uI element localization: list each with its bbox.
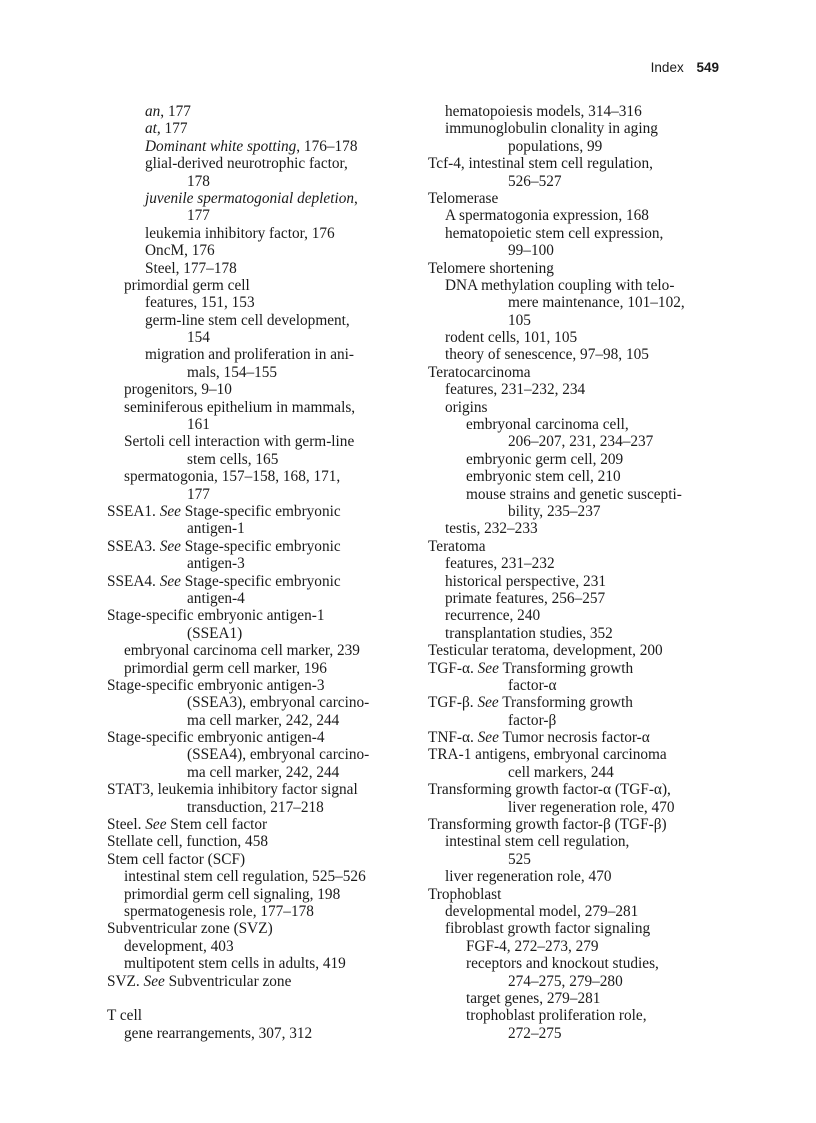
index-entry-suffix: Stage-specific embryonic bbox=[180, 537, 341, 555]
index-entry bbox=[107, 260, 407, 277]
index-entry bbox=[107, 399, 407, 416]
index-entry bbox=[107, 538, 407, 555]
index-entry-text: mals, 154–155 bbox=[187, 363, 278, 381]
index-entry-text: A spermatogonia expression, 168 bbox=[445, 207, 649, 225]
index-continuation-line bbox=[107, 416, 407, 433]
index-entry-text: Sertoli cell interaction with germ-line bbox=[124, 433, 355, 451]
index-continuation-line bbox=[428, 173, 728, 190]
index-entry-text: development, 403 bbox=[124, 937, 234, 955]
index-entry-text: theory of senescence, 97–98, 105 bbox=[445, 346, 649, 364]
index-entry-text: antigen-3 bbox=[187, 555, 245, 573]
index-continuation-line bbox=[107, 207, 407, 224]
index-entry-text: SSEA4. bbox=[107, 572, 160, 590]
index-entry-text: 105 bbox=[508, 311, 531, 329]
index-entry-text: bility, 235–237 bbox=[508, 502, 601, 520]
index-entry-text: migration and proliferation in ani- bbox=[145, 346, 354, 364]
index-entry-text: 99–100 bbox=[508, 242, 554, 260]
index-entry bbox=[428, 207, 728, 224]
index-entry bbox=[428, 1007, 728, 1024]
index-entry bbox=[107, 886, 407, 903]
index-entry-text: historical perspective, 231 bbox=[445, 572, 606, 590]
index-entry bbox=[107, 833, 407, 850]
index-entry-text: ma cell marker, 242, 244 bbox=[187, 711, 340, 729]
index-continuation-line bbox=[107, 520, 407, 537]
see-reference: See bbox=[477, 729, 499, 747]
index-entry bbox=[107, 851, 407, 868]
index-entry-text: SVZ. bbox=[107, 972, 144, 990]
index-entry-text: receptors and knockout studies, bbox=[466, 955, 659, 973]
index-entry-text: germ-line stem cell development, bbox=[145, 311, 350, 329]
section-name: Index bbox=[650, 60, 684, 75]
index-entry bbox=[107, 433, 407, 450]
index-entry-text: (SSEA4), embryonal carcino- bbox=[187, 746, 370, 764]
index-entry-text: progenitors, 9–10 bbox=[124, 381, 232, 399]
index-entry bbox=[107, 573, 407, 590]
index-entry bbox=[107, 277, 407, 294]
index-entry bbox=[428, 886, 728, 903]
index-entry bbox=[428, 260, 728, 277]
index-entry bbox=[107, 190, 407, 207]
index-entry-text: 177 bbox=[187, 207, 210, 225]
index-continuation-line bbox=[428, 242, 728, 259]
index-continuation-line bbox=[428, 973, 728, 990]
index-entry-suffix: , bbox=[354, 189, 358, 207]
index-entry bbox=[107, 1007, 407, 1024]
index-entry-text: Teratoma bbox=[428, 537, 486, 555]
index-entry-text: SSEA3. bbox=[107, 537, 160, 555]
index-entry-text: Testicular teratoma, development, 200 bbox=[428, 642, 663, 660]
index-entry-text: embryonic stem cell, 210 bbox=[466, 468, 621, 486]
index-entry-text: Stem cell factor (SCF) bbox=[107, 850, 246, 868]
index-entry-suffix: Stage-specific embryonic bbox=[180, 572, 341, 590]
index-entry bbox=[428, 920, 728, 937]
index-entry-text: Tcf-4, intestinal stem cell regulation, bbox=[428, 155, 653, 173]
index-continuation-line bbox=[428, 294, 728, 311]
index-entry bbox=[428, 607, 728, 624]
index-entry bbox=[428, 833, 728, 850]
index-entry-text: OncM, 176 bbox=[145, 242, 215, 260]
index-entry-text: features, 151, 153 bbox=[145, 294, 255, 312]
index-entry bbox=[107, 816, 407, 833]
index-entry-text: leukemia inhibitory factor, 176 bbox=[145, 224, 335, 242]
index-entry bbox=[107, 660, 407, 677]
index-entry bbox=[107, 294, 407, 311]
index-entry bbox=[428, 155, 728, 172]
index-continuation-line bbox=[428, 799, 728, 816]
index-entry bbox=[428, 103, 728, 120]
index-entry-suffix: , 177 bbox=[160, 103, 191, 120]
index-spacer bbox=[107, 990, 407, 1007]
index-continuation-line bbox=[107, 329, 407, 346]
index-entry-text: fibroblast growth factor signaling bbox=[445, 920, 651, 938]
index-entry-text: TGF-β. bbox=[428, 694, 478, 712]
index-entry-text: features, 231–232, 234 bbox=[445, 381, 586, 399]
index-entry-text: factor-α bbox=[508, 676, 557, 694]
index-entry-text: target genes, 279–281 bbox=[466, 989, 601, 1007]
index-entry-text: immunoglobulin clonality in aging bbox=[445, 120, 658, 138]
index-entry-text: T cell bbox=[107, 1007, 142, 1025]
index-continuation-line bbox=[428, 433, 728, 450]
index-entry-suffix: Subventricular zone bbox=[164, 972, 292, 990]
index-entry-text: 272–275 bbox=[508, 1024, 562, 1042]
index-entry bbox=[107, 642, 407, 659]
index-entry bbox=[428, 381, 728, 398]
index-entry-text: ma cell marker, 242, 244 bbox=[187, 763, 340, 781]
index-entry-text: features, 231–232 bbox=[445, 555, 555, 573]
index-entry bbox=[107, 729, 407, 746]
index-entry-text: Telomere shortening bbox=[428, 259, 554, 277]
index-entry-text: gene rearrangements, 307, 312 bbox=[124, 1024, 313, 1042]
index-entry-text: spermatogenesis role, 177–178 bbox=[124, 902, 314, 920]
index-entry-text: glial-derived neurotrophic factor, bbox=[145, 155, 348, 173]
index-entry bbox=[428, 555, 728, 572]
index-entry bbox=[428, 486, 728, 503]
index-entry bbox=[428, 520, 728, 537]
index-entry-text: testis, 232–233 bbox=[445, 520, 538, 538]
index-entry-text: primordial germ cell signaling, 198 bbox=[124, 885, 341, 903]
see-reference: See bbox=[143, 972, 165, 990]
index-entry-text: Steel. bbox=[107, 816, 146, 834]
index-continuation-line bbox=[107, 486, 407, 503]
index-entry-text: Transforming growth factor-β (TGF-β) bbox=[428, 816, 667, 834]
index-entry bbox=[428, 729, 728, 746]
index-entry bbox=[428, 660, 728, 677]
index-continuation-line bbox=[107, 694, 407, 711]
page-number: 549 bbox=[696, 60, 719, 75]
index-entry-text: 206–207, 231, 234–237 bbox=[508, 433, 654, 451]
index-column-right bbox=[428, 103, 728, 1042]
index-entry bbox=[107, 312, 407, 329]
see-reference: See bbox=[477, 659, 499, 677]
index-entry-text: Dominant white spotting bbox=[145, 137, 297, 155]
index-entry bbox=[107, 381, 407, 398]
index-entry bbox=[107, 138, 407, 155]
index-entry bbox=[107, 346, 407, 363]
index-entry bbox=[107, 468, 407, 485]
see-reference: See bbox=[159, 572, 181, 590]
index-continuation-line bbox=[107, 764, 407, 781]
index-continuation-line bbox=[107, 173, 407, 190]
index-column-left bbox=[107, 103, 407, 1042]
index-entry bbox=[428, 416, 728, 433]
index-entry bbox=[107, 242, 407, 259]
index-entry-text: origins bbox=[445, 398, 488, 416]
index-entry-text: Stage-specific embryonic antigen-3 bbox=[107, 676, 325, 694]
index-entry bbox=[107, 903, 407, 920]
index-entry bbox=[107, 938, 407, 955]
index-entry bbox=[428, 573, 728, 590]
index-entry-text: Transforming growth factor-α (TGF-α), bbox=[428, 781, 671, 799]
index-entry bbox=[107, 973, 407, 990]
index-entry-text: antigen-4 bbox=[187, 589, 245, 607]
index-entry bbox=[428, 955, 728, 972]
index-entry-text: TGF-α. bbox=[428, 659, 478, 677]
index-entry-text: juvenile spermatogonial depletion bbox=[145, 189, 355, 207]
index-entry bbox=[428, 277, 728, 294]
index-entry-text: populations, 99 bbox=[508, 137, 603, 155]
index-entry-text: spermatogonia, 157–158, 168, 171, bbox=[124, 468, 341, 486]
index-entry bbox=[428, 451, 728, 468]
index-entry-text: cell markers, 244 bbox=[508, 763, 614, 781]
index-entry-text: 525 bbox=[508, 850, 531, 868]
index-continuation-line bbox=[428, 712, 728, 729]
index-entry-text: factor-β bbox=[508, 711, 557, 729]
index-continuation-line bbox=[107, 746, 407, 763]
index-entry bbox=[107, 155, 407, 172]
index-entry-text: Teratocarcinoma bbox=[428, 363, 531, 381]
index-entry-text: (SSEA3), embryonal carcino- bbox=[187, 694, 370, 712]
index-entry-text: 154 bbox=[187, 329, 210, 347]
index-entry-text: (SSEA1) bbox=[187, 624, 243, 642]
index-entry-text: rodent cells, 101, 105 bbox=[445, 329, 578, 347]
index-entry-text: Stage-specific embryonic antigen-1 bbox=[107, 607, 325, 625]
index-entry-text: developmental model, 279–281 bbox=[445, 902, 639, 920]
index-entry bbox=[428, 903, 728, 920]
index-entry-suffix: Transforming growth bbox=[498, 694, 633, 712]
index-entry-suffix: , 177 bbox=[156, 120, 188, 138]
index-entry-text: primordial germ cell bbox=[124, 276, 250, 294]
index-entry bbox=[107, 607, 407, 624]
index-entry-text: Steel, 177–178 bbox=[145, 259, 237, 277]
index-entry-text: 178 bbox=[187, 172, 210, 190]
index-continuation-line bbox=[428, 312, 728, 329]
index-continuation-line bbox=[428, 677, 728, 694]
index-entry bbox=[428, 990, 728, 1007]
index-entry bbox=[107, 120, 407, 137]
index-entry-text: hematopoiesis models, 314–316 bbox=[445, 103, 642, 120]
index-continuation-line bbox=[428, 764, 728, 781]
index-entry-text: DNA methylation coupling with telo- bbox=[445, 276, 675, 294]
index-entry-text: transduction, 217–218 bbox=[187, 798, 324, 816]
index-entry bbox=[428, 781, 728, 798]
index-entry-text: STAT3, leukemia inhibitory factor signal bbox=[107, 781, 358, 799]
index-continuation-line bbox=[428, 1025, 728, 1042]
index-entry bbox=[107, 103, 407, 120]
index-entry-text: Stellate cell, function, 458 bbox=[107, 833, 268, 851]
index-entry bbox=[107, 1025, 407, 1042]
index-entry-text: 161 bbox=[187, 416, 210, 434]
index-entry bbox=[428, 120, 728, 137]
index-entry-text: antigen-1 bbox=[187, 520, 245, 538]
index-entry-suffix: , 176–178 bbox=[296, 137, 358, 155]
index-entry-text: liver regeneration role, 470 bbox=[445, 868, 612, 886]
index-entry bbox=[107, 955, 407, 972]
index-entry-text: 274–275, 279–280 bbox=[508, 972, 623, 990]
index-continuation-line bbox=[107, 590, 407, 607]
index-entry bbox=[428, 625, 728, 642]
index-entry-text: mere maintenance, 101–102, bbox=[508, 294, 685, 312]
index-entry bbox=[428, 938, 728, 955]
index-entry-text: 526–527 bbox=[508, 172, 562, 190]
index-entry bbox=[428, 746, 728, 763]
index-entry bbox=[428, 329, 728, 346]
index-entry-text: transplantation studies, 352 bbox=[445, 624, 613, 642]
index-entry-text: hematopoietic stem cell expression, bbox=[445, 224, 664, 242]
index-entry-text: intestinal stem cell regulation, 525–526 bbox=[124, 868, 366, 886]
index-entry-text: recurrence, 240 bbox=[445, 607, 541, 625]
see-reference: See bbox=[145, 816, 167, 834]
index-entry-suffix: Stage-specific embryonic bbox=[180, 502, 341, 520]
index-continuation-line bbox=[107, 625, 407, 642]
index-entry-text: liver regeneration role, 470 bbox=[508, 798, 675, 816]
index-entry-text: TRA-1 antigens, embryonal carcinoma bbox=[428, 746, 667, 764]
index-entry-text: Subventricular zone (SVZ) bbox=[107, 920, 273, 938]
index-entry bbox=[428, 868, 728, 885]
index-entry bbox=[428, 816, 728, 833]
index-entry-text: embryonal carcinoma cell marker, 239 bbox=[124, 642, 360, 660]
running-header bbox=[651, 60, 719, 75]
index-entry bbox=[428, 468, 728, 485]
index-entry-text: SSEA1. bbox=[107, 502, 160, 520]
index-entry bbox=[107, 781, 407, 798]
index-entry-text: trophoblast proliferation role, bbox=[466, 1007, 647, 1025]
index-entry-text: primate features, 256–257 bbox=[445, 589, 606, 607]
index-entry bbox=[107, 225, 407, 242]
see-reference: See bbox=[477, 694, 499, 712]
index-entry bbox=[107, 868, 407, 885]
index-entry-text: embryonic germ cell, 209 bbox=[466, 450, 624, 468]
index-continuation-line bbox=[107, 555, 407, 572]
index-entry-text: intestinal stem cell regulation, bbox=[445, 833, 630, 851]
index-entry-text: TNF-α. bbox=[428, 729, 478, 747]
index-entry bbox=[428, 225, 728, 242]
see-reference: See bbox=[159, 502, 181, 520]
index-entry bbox=[107, 920, 407, 937]
index-entry-text: an bbox=[145, 103, 161, 120]
index-entry-text: primordial germ cell marker, 196 bbox=[124, 659, 327, 677]
index-continuation-line bbox=[107, 364, 407, 381]
index-entry bbox=[428, 399, 728, 416]
index-entry bbox=[428, 694, 728, 711]
index-entry-text: multipotent stem cells in adults, 419 bbox=[124, 955, 346, 973]
index-entry-text: FGF-4, 272–273, 279 bbox=[466, 937, 599, 955]
index-continuation-line bbox=[107, 799, 407, 816]
index-entry bbox=[428, 642, 728, 659]
index-entry-text: 177 bbox=[187, 485, 210, 503]
index-entry-text: seminiferous epithelium in mammals, bbox=[124, 398, 356, 416]
index-entry bbox=[428, 538, 728, 555]
index-continuation-line bbox=[107, 712, 407, 729]
index-entry-text: stem cells, 165 bbox=[187, 450, 279, 468]
index-entry-suffix: Transforming growth bbox=[498, 659, 634, 677]
index-entry-text: mouse strains and genetic suscepti- bbox=[466, 485, 682, 503]
index-entry-suffix: Stem cell factor bbox=[166, 816, 268, 834]
index-continuation-line bbox=[107, 451, 407, 468]
index-entry-suffix: Tumor necrosis factor-α bbox=[498, 729, 650, 747]
index-entry-text: embryonal carcinoma cell, bbox=[466, 416, 629, 434]
index-continuation-line bbox=[428, 503, 728, 520]
index-entry bbox=[428, 190, 728, 207]
see-reference: See bbox=[159, 537, 181, 555]
index-entry bbox=[428, 346, 728, 363]
index-entry bbox=[428, 364, 728, 381]
index-entry bbox=[107, 677, 407, 694]
index-entry-text: Stage-specific embryonic antigen-4 bbox=[107, 729, 325, 747]
index-entry-text: at bbox=[145, 120, 157, 138]
index-entry-text: Telomerase bbox=[428, 189, 499, 207]
index-entry bbox=[107, 503, 407, 520]
index-entry-text: Trophoblast bbox=[428, 885, 502, 903]
index-entry bbox=[428, 590, 728, 607]
index-continuation-line bbox=[428, 851, 728, 868]
index-continuation-line bbox=[428, 138, 728, 155]
